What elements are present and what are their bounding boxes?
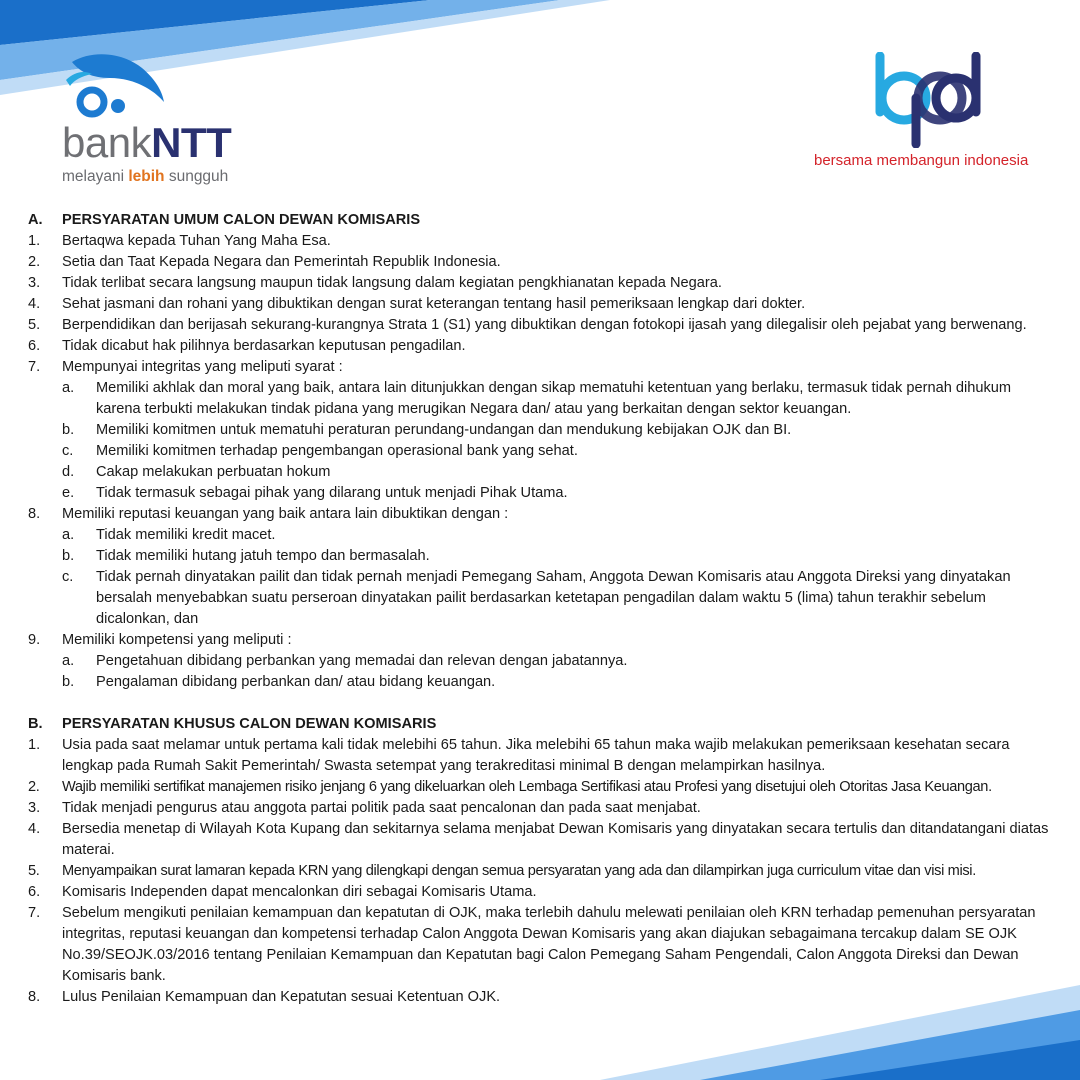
item-text: Sehat jasmani dan rohani yang dibuktikan dengan surat keterangan tentang hasil pemeriksaan lengkap dari dokter. [62,296,806,312]
bank-ntt-logo [56,50,256,190]
list-item [28,819,1058,861]
item-number: 2. [28,254,41,270]
item-text: Memiliki kompetensi yang meliputi : [62,632,292,648]
item-number: 4. [28,296,41,312]
sub-item-letter: a. [62,527,75,543]
item-text: Setia dan Taat Kepada Negara dan Pemerintah Republik Indonesia. [62,254,501,270]
sub-item-text: Memiliki komitmen untuk mematuhi peraturan perundang-undangan dan mendukung kebijakan OJK dan BI. [96,422,792,438]
item-text: Menyampaikan surat lamaran kepada KRN yang dilengkapi dengan semua persyaratan yang ada dan dilampirkan juga curriculum vitae dan visi misi. [62,863,976,879]
section-title: PERSYARATAN KHUSUS CALON DEWAN KOMISARIS [62,716,437,732]
section-marker: B. [28,716,43,732]
sub-item [28,651,1058,672]
item-number: 3. [28,275,41,291]
item-text: Sebelum mengikuti penilaian kemampuan dan kepatutan di OJK, maka terlebih dahulu melewati penilaian oleh KRN terhadap pemenuhan persyaratan integritas, reputasi keuangan dan kompetensi terhadap Calon Anggota Dewan Komisaris yang akan diajukan sebagaimana tercakup dalam SE OJK No.39/SEOJK.03/2016 tentang Penilaian Kemampuan dan Kepatutan bagi Calon Pemegang Saham Pengendali, Calon Anggota Direksi dan Dewan Komisaris bank. [62,905,1036,984]
sub-item [28,483,1058,504]
sub-item-text: Pengetahuan dibidang perbankan yang memadai dan relevan dengan jabatannya. [96,653,628,669]
item-text: Bertaqwa kepada Tuhan Yang Maha Esa. [62,233,331,249]
item-number: 8. [28,506,41,522]
item-text: Tidak terlibat secara langsung maupun tidak langsung dalam kegiatan pengkhianatan kepada Negara. [62,275,722,291]
bpd-tagline: bersama membangun indonesia [814,152,1029,169]
sub-item [28,525,1058,546]
list-item [28,861,1058,882]
item-text: Berpendidikan dan berijasah sekurang-kurangnya Strata 1 (S1) yang dibuktikan dengan fotokopi ijasah yang dilegalisir oleh pejabat yang berwenang. [62,317,1027,333]
list-item [28,504,1058,525]
sub-item-text: Pengalaman dibidang perbankan dan/ atau bidang keuangan. [96,674,496,690]
list-item [28,273,1058,294]
tagline-highlight: lebih [128,168,165,185]
list-item [28,798,1058,819]
sub-item [28,567,1058,630]
list-item [28,315,1058,336]
sub-item-letter: e. [62,485,75,501]
list-item [28,252,1058,273]
item-number: 1. [28,233,41,249]
wordmark-bank: bank [62,119,152,166]
sub-item-letter: c. [62,569,74,585]
item-number: 2. [28,779,40,795]
list-item [28,630,1058,651]
item-text: Lulus Penilaian Kemampuan dan Kepatutan sesuai Ketentuan OJK. [62,989,501,1005]
sub-item-letter: a. [62,380,75,396]
item-text: Usia pada saat melamar untuk pertama kali tidak melebihi 65 tahun. Jika melebihi 65 tahun maka wajib melakukan pemeriksaan kesehatan secara lengkap pada Rumah Sakit Pemerintah/ Swasta setempat yang terakreditasi minimal B dengan melampirkan hasilnya. [62,737,1010,774]
item-text: Komisaris Independen dapat mencalonkan diri sebagai Komisaris Utama. [62,884,537,900]
item-number: 6. [28,884,41,900]
sub-item-letter: b. [62,674,75,690]
requirements-document [28,210,1058,1008]
sub-item [28,420,1058,441]
section-title: PERSYARATAN UMUM CALON DEWAN KOMISARIS [62,212,421,228]
sub-item-text: Memiliki akhlak dan moral yang baik, antara lain ditunjukkan dengan sikap mematuhi ketentuan yang berlaku, termasuk tidak pernah dihukum karena terbukti melakukan tindak pidana yang merugikan Negara dan/ atau yang berkaitan dengan sektor keuangan. [96,380,1012,417]
item-number: 5. [28,317,41,333]
list-item [28,777,1058,798]
sub-item [28,546,1058,567]
sub-item-text: Tidak memiliki hutang jatuh tempo dan bermasalah. [96,548,430,564]
wordmark-ntt: NTT [151,119,232,166]
list-item [28,735,1058,777]
item-number: 7. [28,905,41,921]
list-item [28,336,1058,357]
sub-item-letter: b. [62,548,75,564]
item-number: 4. [28,821,41,837]
item-text: Mempunyai integritas yang meliputi syarat : [62,359,343,375]
tagline-post: sungguh [164,168,229,185]
sub-item [28,378,1058,420]
list-item [28,903,1058,987]
item-text: Memiliki reputasi keuangan yang baik antara lain dibuktikan dengan : [62,506,509,522]
item-number: 8. [28,989,41,1005]
item-number: 9. [28,632,41,648]
item-number: 7. [28,359,41,375]
bpd-logo-icon [868,52,998,148]
sub-item-text: Tidak termasuk sebagai pihak yang dilarang untuk menjadi Pihak Utama. [96,485,568,501]
bank-ntt-swirl-icon [62,50,172,120]
section-marker: A. [28,212,43,228]
sub-item [28,462,1058,483]
sub-item-letter: a. [62,653,75,669]
item-number: 5. [28,863,40,879]
item-number: 1. [28,737,41,753]
item-text: Bersedia menetap di Wilayah Kota Kupang dan sekitarnya selama menjabat Dewan Komisaris yang dinyatakan secara tertulis dan ditandatangani diatas materai. [62,821,1049,858]
list-item [28,987,1058,1008]
bank-ntt-wordmark [62,119,232,166]
item-text: Tidak dicabut hak pilihnya berdasarkan keputusan pengadilan. [62,338,466,354]
sub-item-text: Tidak pernah dinyatakan pailit dan tidak pernah menjadi Pemegang Saham, Anggota Dewan Komisaris atau Anggota Direksi yang dinyatakan bersalah menyebabkan suatu perseroan dinyatakan pailit berdasarkan ketetapan pengadilan dalam waktu 5 (lima) tahun terakhir sebelum dicalonkan, dan [96,569,1011,627]
sub-item-text: Tidak memiliki kredit macet. [96,527,276,543]
tagline-pre: melayani [62,168,129,185]
sub-item-text: Cakap melakukan perbuatan hokum [96,464,331,480]
section-spacer [28,693,1058,714]
section-a-heading [28,210,1058,231]
item-text: Tidak menjadi pengurus atau anggota partai politik pada saat pencalonan dan pada saat menjabat. [62,800,701,816]
sub-item-letter: b. [62,422,75,438]
item-number: 6. [28,338,41,354]
list-item [28,294,1058,315]
list-item [28,357,1058,378]
sub-item [28,441,1058,462]
sub-item-text: Memiliki komitmen terhadap pengembangan operasional bank yang sehat. [96,443,578,459]
item-text: Wajib memiliki sertifikat manajemen risiko jenjang 6 yang dikeluarkan oleh Lembaga Sertifikasi atau Profesi yang disetujui oleh Otoritas Jasa Keuangan. [62,779,992,795]
bpd-logo [808,52,1048,172]
sub-item-letter: c. [62,443,74,459]
list-item [28,231,1058,252]
sub-item-letter: d. [62,464,75,480]
item-number: 3. [28,800,41,816]
section-b-heading [28,714,1058,735]
bank-ntt-tagline [62,168,228,186]
sub-item [28,672,1058,693]
list-item [28,882,1058,903]
